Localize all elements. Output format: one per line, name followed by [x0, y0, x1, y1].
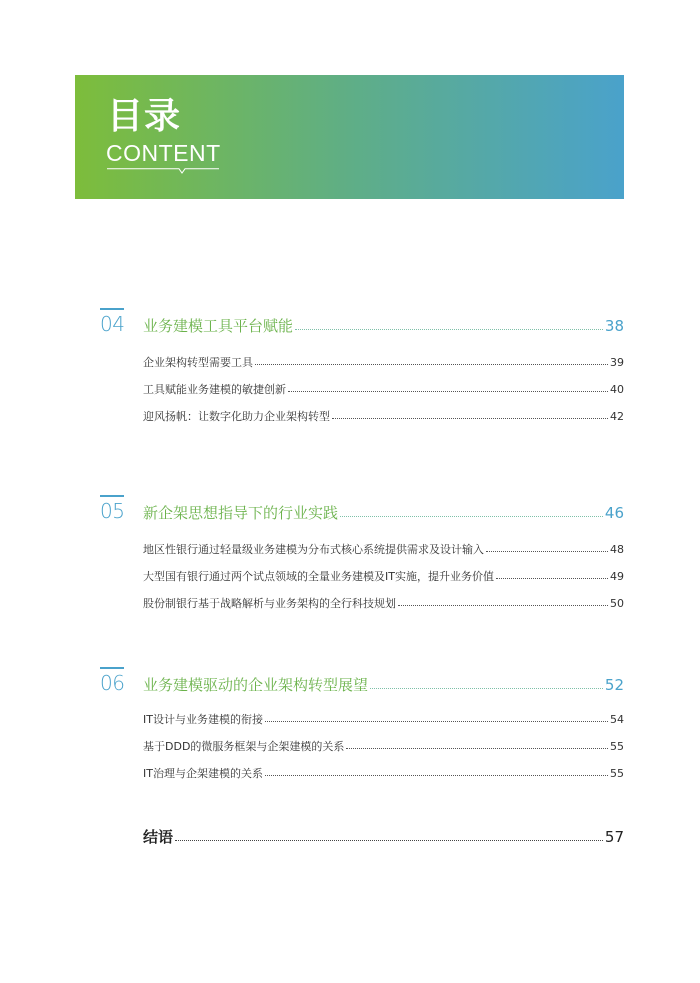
toc-subtitle: CONTENT [106, 140, 221, 166]
section-number: 06 [100, 671, 125, 695]
entry-title: 企业架构转型需要工具 [143, 356, 253, 369]
toc-section-05 [100, 495, 624, 615]
section-number: 05 [100, 499, 125, 523]
entry-title: 地区性银行通过轻量级业务建模为分布式核心系统提供需求及设计输入 [143, 543, 484, 556]
section-heading-row[interactable] [143, 315, 624, 337]
entry-page-number: 39 [610, 356, 624, 369]
entry-page-number: 55 [610, 740, 624, 753]
dot-leader [295, 315, 603, 330]
dot-leader [175, 826, 603, 841]
entry-page-number: 50 [610, 597, 624, 610]
entry-title: 工具赋能业务建模的敏捷创新 [143, 383, 286, 396]
section-number-bar [100, 495, 124, 497]
dot-leader [340, 502, 603, 517]
dot-leader [255, 354, 608, 365]
toc-entry[interactable] [143, 354, 624, 370]
dot-leader [265, 711, 608, 722]
section-number-bar [100, 667, 124, 669]
entry-page-number: 40 [610, 383, 624, 396]
section-title: 业务建模工具平台赋能 [143, 317, 294, 335]
entry-title: 迎风扬帆：让数字化助力企业架构转型 [143, 410, 330, 423]
dot-leader [398, 595, 608, 606]
conclusion-page-number: 57 [604, 828, 624, 846]
section-title: 新企架思想指导下的行业实践 [143, 504, 339, 522]
dot-leader [288, 381, 608, 392]
toc-conclusion-row[interactable] [143, 826, 624, 848]
toc-title: 目录 [107, 96, 182, 137]
toc-banner [75, 75, 624, 199]
toc-entry[interactable] [143, 408, 624, 424]
section-page-number: 38 [604, 317, 624, 335]
section-page-number: 46 [604, 504, 624, 522]
dot-leader [346, 738, 608, 749]
section-title: 业务建模驱动的企业架构转型展望 [143, 676, 369, 694]
speech-tail-underline-icon [107, 168, 219, 174]
toc-section-04 [100, 308, 624, 428]
section-number-bar [100, 308, 124, 310]
toc-entry[interactable] [143, 568, 624, 584]
dot-leader [265, 765, 608, 776]
dot-leader [496, 568, 608, 579]
dot-leader [486, 541, 608, 552]
toc-entry[interactable] [143, 541, 624, 557]
section-heading-row[interactable] [143, 502, 624, 524]
entry-title: 股份制银行基于战略解析与业务架构的全行科技规划 [143, 597, 396, 610]
entry-title: IT设计与业务建模的衔接 [143, 713, 263, 726]
toc-entry[interactable] [143, 738, 624, 754]
toc-section-06 [100, 667, 624, 787]
conclusion-title: 结语 [143, 828, 174, 846]
dot-leader [332, 408, 608, 419]
toc-entry[interactable] [143, 765, 624, 781]
section-page-number: 52 [604, 676, 624, 694]
toc-entry[interactable] [143, 381, 624, 397]
dot-leader [370, 674, 603, 689]
toc-entry[interactable] [143, 595, 624, 611]
section-heading-row[interactable] [143, 674, 624, 696]
toc-entry[interactable] [143, 711, 624, 727]
entry-title: IT治理与企架建模的关系 [143, 767, 263, 780]
section-number: 04 [100, 312, 125, 336]
entry-page-number: 49 [610, 570, 624, 583]
entry-page-number: 54 [610, 713, 624, 726]
entry-page-number: 48 [610, 543, 624, 556]
entry-title: 基于DDD的微服务框架与企架建模的关系 [143, 740, 345, 753]
entry-title: 大型国有银行通过两个试点领域的全量业务建模及IT实施，提升业务价值 [143, 570, 494, 583]
entry-page-number: 55 [610, 767, 624, 780]
entry-page-number: 42 [610, 410, 624, 423]
